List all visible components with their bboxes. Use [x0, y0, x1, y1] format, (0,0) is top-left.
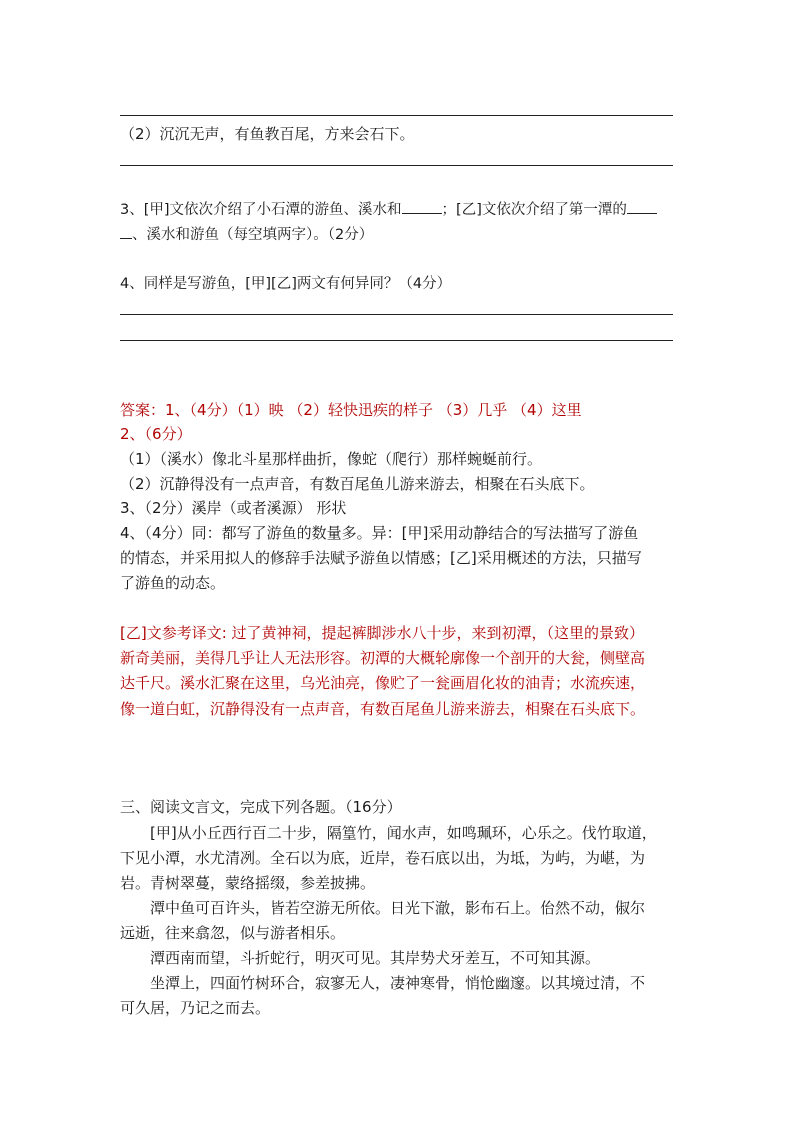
question-3-line-1 [120, 199, 657, 220]
answer-1-text: 答案：1、（4分）（1）映 （2）轻快迅疾的样子 （3）几乎 （4）这里 [120, 401, 582, 419]
answer-line [120, 314, 673, 315]
answer-line [120, 340, 673, 341]
question-2-item-2: （2）沉沉无声，有鱼教百尾，方来会石下。 [120, 125, 415, 143]
question-3-line-2 [120, 224, 373, 245]
passage-p1-line-1: [甲]从小丘西行百二十步，隔篁竹，闻水声，如鸣珮环，心乐之。伐竹取道， [150, 824, 657, 842]
passage-p2-line-2: 远逝，往来翕忽，似与游者相乐。 [120, 924, 346, 942]
fill-blank [120, 224, 132, 239]
answer-4-line-2: 的情态，并采用拟人的修辞手法赋予游鱼以情感；[乙]采用概述的方法，只描写 [120, 549, 642, 567]
translation-line-1: [乙]文参考译文: 过了黄神祠，提起裤脚涉水八十步，来到初潭，（这里的景致） [120, 624, 645, 642]
question-3-part-3: 、溪水和游鱼（每空填两字）。（2分） [132, 227, 374, 243]
passage-p4-line-1: 坐潭上，四面竹树环合，寂寥无人，凄神寒骨，悄怆幽邃。以其境过清，不 [150, 974, 646, 992]
answer-line [120, 115, 673, 116]
answer-2-heading: 2、（6分） [120, 425, 192, 443]
passage-p3-line-1: 潭西南而望，斗折蛇行，明灭可见。其岸势犬牙差互，不可知其源。 [150, 949, 601, 967]
answer-line [120, 165, 673, 166]
answer-4-line-3: 了游鱼的动态。 [120, 574, 226, 592]
translation-line-3: 达千尺。溪水汇聚在这里，乌光油亮，像贮了一瓮画眉化妆的油青；水流疾速， [120, 674, 646, 692]
question-3-part-2: ；[乙]文依次介绍了第一潭的 [441, 202, 627, 218]
passage-p1-line-2: 下见小潭，水尤清冽。全石以为底，近岸，卷石底以出，为坻，为屿，为嵁，为 [120, 849, 646, 867]
answer-3: 3、（2分）溪岸（或者溪源） 形状 [120, 499, 347, 517]
answer-4-line-1: 4、（4分）同：都写了游鱼的数量多。异：[甲]采用动静结合的写法描写了游鱼 [120, 524, 639, 542]
answer-2-item-2: （2）沉静得没有一点声音，有数百尾鱼儿游来游去，相聚在石头底下。 [120, 475, 595, 493]
answer-1 [120, 398, 582, 422]
passage-p4-line-2: 可久居，乃记之而去。 [120, 999, 271, 1017]
translation-line-2: 新奇美丽，美得几乎让人无法形容。初潭的大概轮廓像一个剖开的大瓮，侧壁高 [120, 649, 646, 667]
section-3-title: 三、阅读文言文，完成下列各题。（16分） [120, 798, 402, 816]
translation-line-4: 像一道白虹，沉静得没有一点声音，有数百尾鱼儿游来游去，相聚在石头底下。 [120, 700, 646, 718]
fill-blank [402, 199, 442, 214]
fill-blank [627, 199, 657, 214]
passage-p2-line-1: 潭中鱼可百许头，皆若空游无所依。日光下澈，影布石上。佁然不动，俶尔 [150, 899, 646, 917]
answer-2-item-1: （1）（溪水）像北斗星那样曲折，像蛇（爬行）那样蜿蜒前行。 [120, 450, 543, 468]
question-3-part-1: 3、[甲]文依次介绍了小石潭的游鱼、溪水和 [120, 202, 402, 218]
question-4: 4、同样是写游鱼，[甲][乙]两文有何异同？（4分） [120, 276, 452, 292]
passage-p1-line-3: 岩。青树翠蔓，蒙络摇缀，参差披拂。 [120, 874, 376, 892]
